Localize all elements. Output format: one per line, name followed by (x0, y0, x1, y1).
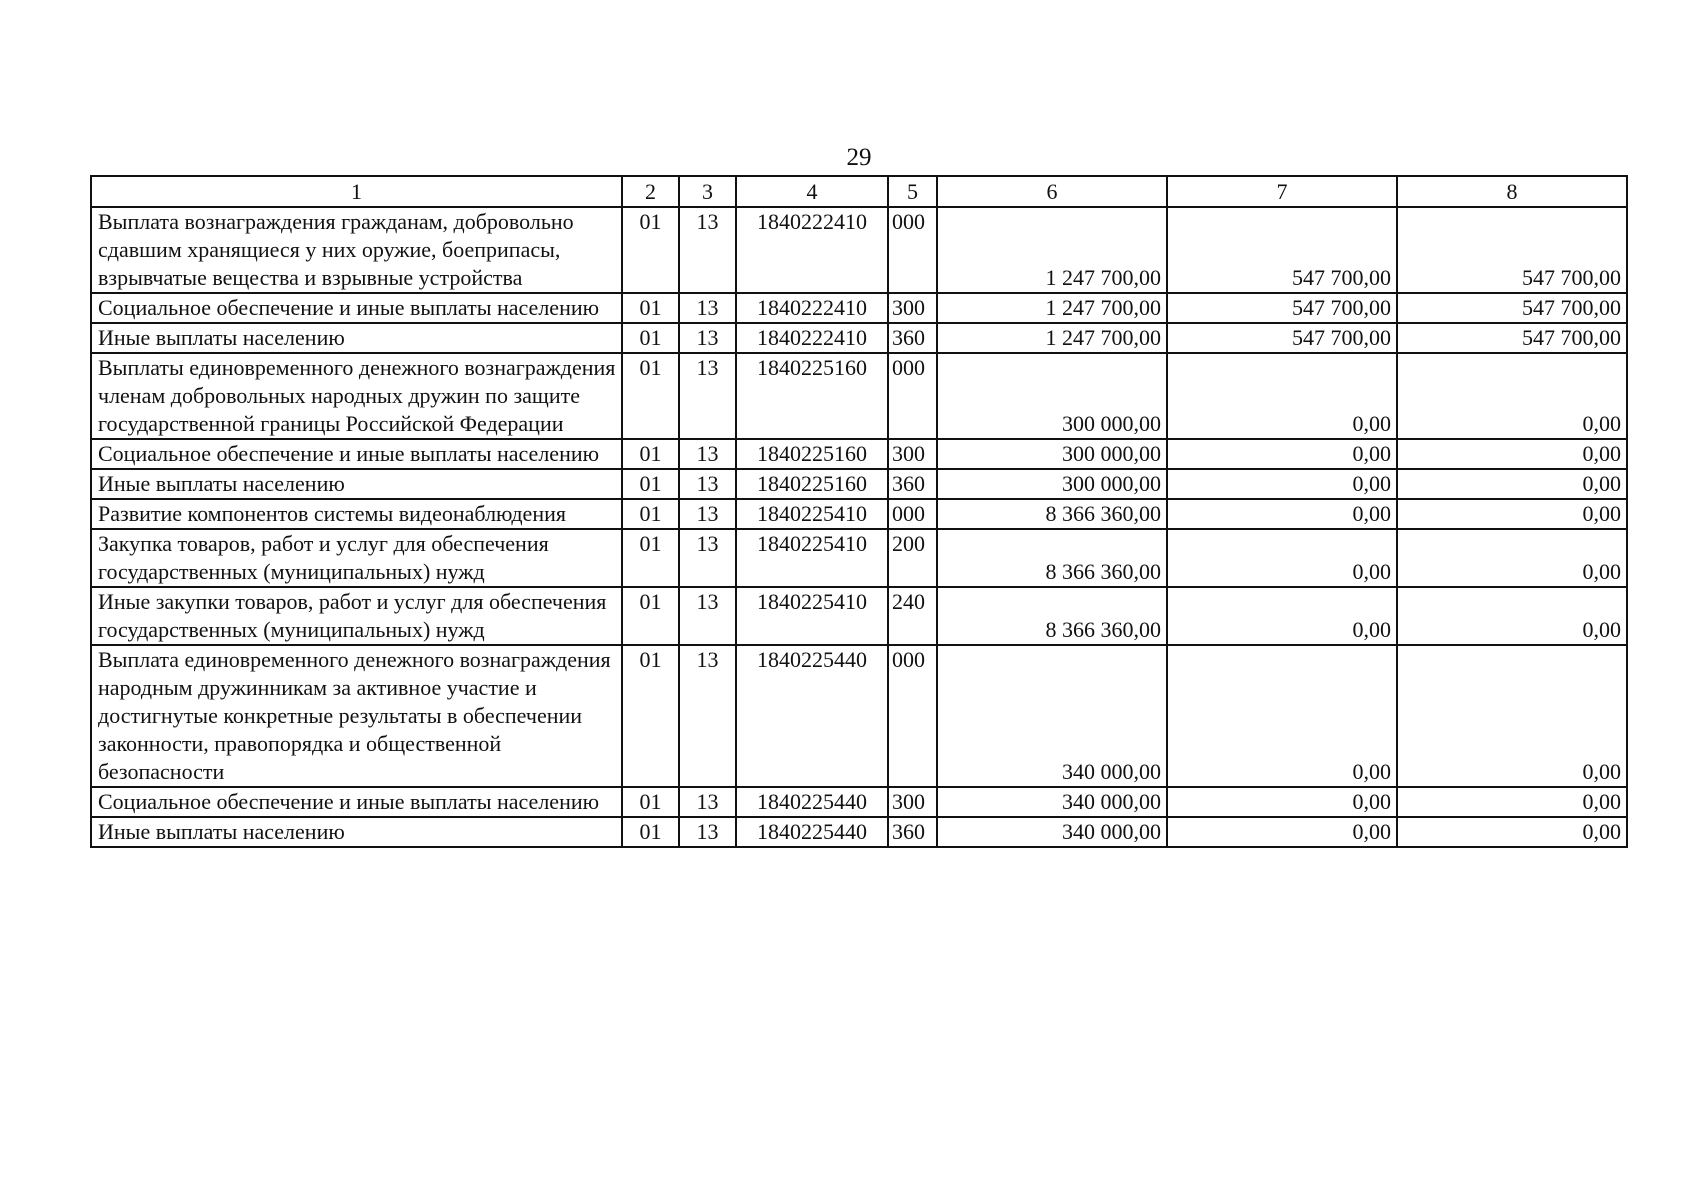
amount-col6: 300 000,00 (937, 469, 1167, 499)
expense-name: Иные выплаты населению (91, 817, 622, 847)
section-code: 01 (622, 645, 679, 787)
subsection-code: 13 (679, 787, 736, 817)
table-row (91, 645, 1627, 787)
target-article-code: 1840225410 (736, 587, 888, 645)
column-header: 7 (1167, 176, 1397, 207)
section-code: 01 (622, 787, 679, 817)
amount-col8: 0,00 (1397, 469, 1627, 499)
amount-col7: 0,00 (1167, 439, 1397, 469)
target-article-code: 1840225440 (736, 645, 888, 787)
amount-col7: 0,00 (1167, 353, 1397, 439)
target-article-code: 1840225440 (736, 787, 888, 817)
table-row (91, 469, 1627, 499)
expense-name: Закупка товаров, работ и услуг для обеспечения государственных (муниципальных) нужд (91, 529, 622, 587)
expense-type-code: 200 (888, 529, 937, 587)
column-header: 2 (622, 176, 679, 207)
table-row (91, 817, 1627, 847)
expense-type-code: 300 (888, 439, 937, 469)
amount-col6: 300 000,00 (937, 439, 1167, 469)
amount-col7: 0,00 (1167, 587, 1397, 645)
subsection-code: 13 (679, 323, 736, 353)
amount-col8: 0,00 (1397, 787, 1627, 817)
expense-name: Выплаты единовременного денежного вознаграждения членам добровольных народных дружин по защите государственной границы Российской Федерации (91, 353, 622, 439)
amount-col6: 340 000,00 (937, 817, 1167, 847)
budget-table (90, 175, 1628, 848)
subsection-code: 13 (679, 207, 736, 293)
amount-col8: 547 700,00 (1397, 323, 1627, 353)
section-code: 01 (622, 529, 679, 587)
target-article-code: 1840225160 (736, 439, 888, 469)
expense-type-code: 360 (888, 323, 937, 353)
expense-type-code: 300 (888, 787, 937, 817)
amount-col8: 547 700,00 (1397, 293, 1627, 323)
amount-col8: 0,00 (1397, 587, 1627, 645)
amount-col7: 0,00 (1167, 499, 1397, 529)
target-article-code: 1840222410 (736, 323, 888, 353)
expense-name: Выплата единовременного денежного вознаграждения народным дружинникам за активное участие и достигнутые конкретные результаты в обеспечении законности, правопорядка и общественной безопасности (91, 645, 622, 787)
target-article-code: 1840225440 (736, 817, 888, 847)
subsection-code: 13 (679, 587, 736, 645)
table-row (91, 207, 1627, 293)
column-header: 5 (888, 176, 937, 207)
amount-col6: 8 366 360,00 (937, 587, 1167, 645)
target-article-code: 1840225410 (736, 499, 888, 529)
subsection-code: 13 (679, 439, 736, 469)
amount-col7: 547 700,00 (1167, 293, 1397, 323)
amount-col6: 340 000,00 (937, 645, 1167, 787)
section-code: 01 (622, 439, 679, 469)
expense-name: Социальное обеспечение и иные выплаты населению (91, 293, 622, 323)
section-code: 01 (622, 499, 679, 529)
table-row (91, 293, 1627, 323)
table-row (91, 499, 1627, 529)
target-article-code: 1840225410 (736, 529, 888, 587)
subsection-code: 13 (679, 499, 736, 529)
subsection-code: 13 (679, 353, 736, 439)
amount-col7: 547 700,00 (1167, 207, 1397, 293)
amount-col7: 0,00 (1167, 787, 1397, 817)
amount-col6: 8 366 360,00 (937, 499, 1167, 529)
section-code: 01 (622, 207, 679, 293)
expense-name: Выплата вознаграждения гражданам, добровольно сдавшим хранящиеся у них оружие, боеприпасы, взрывчатые вещества и взрывные устройства (91, 207, 622, 293)
amount-col8: 0,00 (1397, 353, 1627, 439)
expense-name: Иные выплаты населению (91, 469, 622, 499)
table-row (91, 353, 1627, 439)
column-header: 1 (91, 176, 622, 207)
target-article-code: 1840222410 (736, 293, 888, 323)
expense-type-code: 360 (888, 817, 937, 847)
expense-name: Развитие компонентов системы видеонаблюдения (91, 499, 622, 529)
subsection-code: 13 (679, 645, 736, 787)
expense-type-code: 240 (888, 587, 937, 645)
amount-col7: 0,00 (1167, 529, 1397, 587)
expense-type-code: 360 (888, 469, 937, 499)
table-row (91, 529, 1627, 587)
amount-col7: 0,00 (1167, 817, 1397, 847)
amount-col6: 340 000,00 (937, 787, 1167, 817)
subsection-code: 13 (679, 469, 736, 499)
amount-col7: 0,00 (1167, 469, 1397, 499)
expense-name: Социальное обеспечение и иные выплаты населению (91, 439, 622, 469)
target-article-code: 1840225160 (736, 353, 888, 439)
amount-col8: 0,00 (1397, 499, 1627, 529)
page-number: 29 (846, 144, 872, 171)
table-row (91, 587, 1627, 645)
table-row (91, 787, 1627, 817)
section-code: 01 (622, 353, 679, 439)
amount-col6: 300 000,00 (937, 353, 1167, 439)
expense-type-code: 000 (888, 645, 937, 787)
table-row (91, 439, 1627, 469)
amount-col8: 547 700,00 (1397, 207, 1627, 293)
section-code: 01 (622, 323, 679, 353)
target-article-code: 1840225160 (736, 469, 888, 499)
amount-col6: 1 247 700,00 (937, 207, 1167, 293)
table-header-row (91, 176, 1627, 207)
amount-col8: 0,00 (1397, 817, 1627, 847)
table-row (91, 323, 1627, 353)
subsection-code: 13 (679, 529, 736, 587)
column-header: 8 (1397, 176, 1627, 207)
amount-col8: 0,00 (1397, 439, 1627, 469)
amount-col8: 0,00 (1397, 529, 1627, 587)
subsection-code: 13 (679, 817, 736, 847)
subsection-code: 13 (679, 293, 736, 323)
amount-col6: 1 247 700,00 (937, 323, 1167, 353)
expense-name: Социальное обеспечение и иные выплаты населению (91, 787, 622, 817)
section-code: 01 (622, 293, 679, 323)
target-article-code: 1840222410 (736, 207, 888, 293)
expense-type-code: 300 (888, 293, 937, 323)
column-header: 6 (937, 176, 1167, 207)
expense-type-code: 000 (888, 499, 937, 529)
section-code: 01 (622, 469, 679, 499)
section-code: 01 (622, 587, 679, 645)
column-header: 3 (679, 176, 736, 207)
column-header: 4 (736, 176, 888, 207)
amount-col7: 547 700,00 (1167, 323, 1397, 353)
amount-col7: 0,00 (1167, 645, 1397, 787)
amount-col6: 8 366 360,00 (937, 529, 1167, 587)
expense-type-code: 000 (888, 353, 937, 439)
amount-col8: 0,00 (1397, 645, 1627, 787)
expense-name: Иные выплаты населению (91, 323, 622, 353)
expense-name: Иные закупки товаров, работ и услуг для обеспечения государственных (муниципальных) нужд (91, 587, 622, 645)
section-code: 01 (622, 817, 679, 847)
amount-col6: 1 247 700,00 (937, 293, 1167, 323)
expense-type-code: 000 (888, 207, 937, 293)
